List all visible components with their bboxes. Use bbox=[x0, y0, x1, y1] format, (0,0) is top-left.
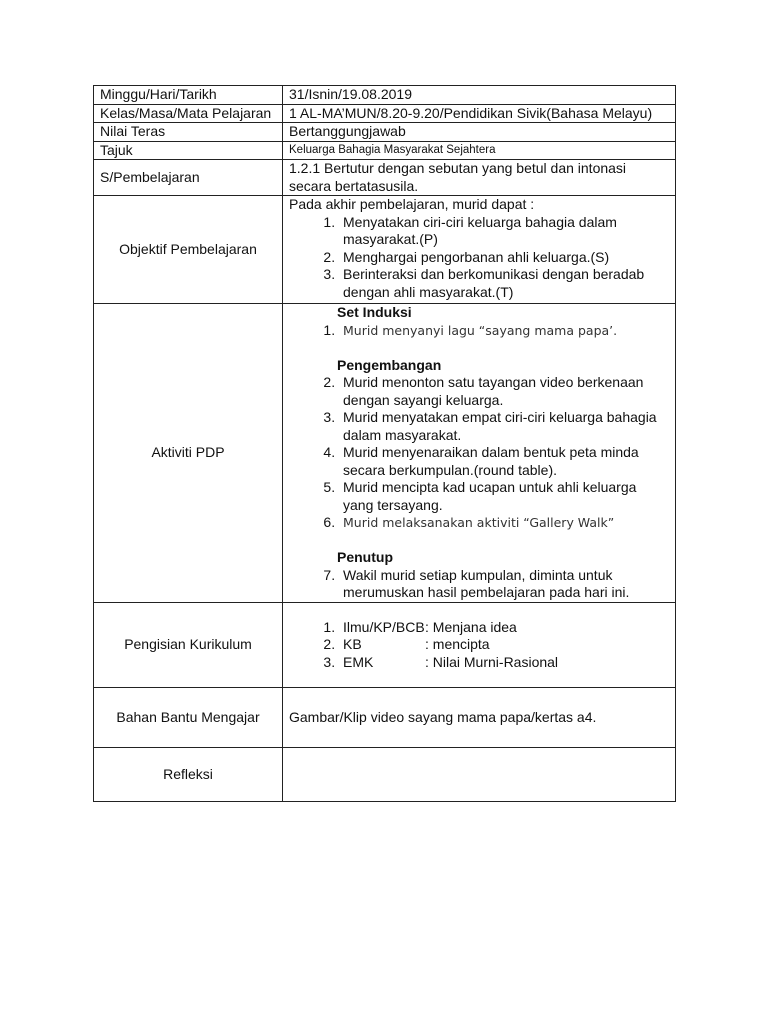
value-objektif bbox=[283, 196, 676, 304]
pengembangan-title: Pengembangan bbox=[337, 356, 442, 373]
value-bbm: Gambar/Klip video sayang mama papa/kertas a4. bbox=[283, 688, 676, 748]
row-refleksi bbox=[94, 748, 676, 802]
set-induksi-list bbox=[289, 322, 669, 340]
label-kurikulum: Pengisian Kurikulum bbox=[94, 603, 283, 688]
row-tajuk bbox=[94, 141, 676, 160]
list-item: 1. Ilmu/KP/BCB : Menjana idea bbox=[339, 619, 669, 637]
pengembangan-list bbox=[289, 374, 669, 532]
list-item: 1. Menyatakan ciri-ciri keluarga bahagia dalam masyarakat.(P) bbox=[339, 214, 669, 249]
list-item: 5. Murid mencipta kad ucapan untuk ahli keluarga yang tersayang. bbox=[339, 479, 669, 514]
objektif-intro: Pada akhir pembelajaran, murid dapat : bbox=[289, 196, 535, 212]
value-aktiviti bbox=[283, 304, 676, 603]
row-objektif bbox=[94, 196, 676, 304]
sp-line-2: secara bertatasusila. bbox=[289, 177, 419, 194]
row-kurikulum bbox=[94, 603, 676, 688]
label-refleksi: Refleksi bbox=[94, 748, 283, 802]
label-aktiviti: Aktiviti PDP bbox=[94, 304, 283, 603]
value-kurikulum bbox=[283, 603, 676, 688]
label-sp: S/Pembelajaran bbox=[94, 160, 283, 196]
value-nilai: Bertanggungjawab bbox=[283, 123, 676, 142]
row-nilai bbox=[94, 123, 676, 142]
list-item: 2. KB : mencipta bbox=[339, 636, 669, 654]
list-item: 6. Murid melaksanakan aktiviti “Gallery Walk” bbox=[339, 514, 669, 532]
value-minggu: 31/Isnin/19.08.2019 bbox=[283, 86, 676, 105]
label-nilai: Nilai Teras bbox=[94, 123, 283, 142]
label-tajuk: Tajuk bbox=[94, 141, 283, 160]
list-item: 2. Murid menonton satu tayangan video berkenaan dengan sayangi keluarga. bbox=[339, 374, 669, 409]
label-minggu: Minggu/Hari/Tarikh bbox=[94, 86, 283, 105]
list-item: 4. Murid menyenaraikan dalam bentuk peta minda secara berkumpulan.(round table). bbox=[339, 444, 669, 479]
kurikulum-list bbox=[289, 619, 669, 672]
penutup-title: Penutup bbox=[337, 549, 393, 565]
label-bbm: Bahan Bantu Mengajar bbox=[94, 688, 283, 748]
list-item: 3. Berinteraksi dan berkomunikasi dengan beradab dengan ahli masyarakat.(T) bbox=[339, 266, 669, 301]
set-induksi-title: Set Induksi bbox=[337, 304, 412, 320]
row-sp bbox=[94, 160, 676, 196]
row-kelas bbox=[94, 104, 676, 123]
value-sp bbox=[283, 160, 676, 196]
lesson-plan-table bbox=[93, 85, 676, 802]
penutup-list bbox=[289, 567, 669, 602]
sp-line-1: 1.2.1 Bertutur dengan sebutan yang betul dan intonasi bbox=[289, 160, 627, 176]
value-refleksi bbox=[283, 748, 676, 802]
row-aktiviti bbox=[94, 304, 676, 603]
list-item: 7. Wakil murid setiap kumpulan, diminta untuk merumuskan hasil pembelajaran pada hari ini. bbox=[339, 567, 669, 602]
row-minggu bbox=[94, 86, 676, 105]
list-item: 1. Murid menyanyi lagu “sayang mama papa’. bbox=[339, 322, 669, 340]
value-kelas: 1 AL-MA’MUN/8.20-9.20/Pendidikan Sivik(Bahasa Melayu) bbox=[283, 104, 676, 123]
list-item: 2. Menghargai pengorbanan ahli keluarga.(S) bbox=[339, 249, 669, 267]
label-kelas: Kelas/Masa/Mata Pelajaran bbox=[94, 104, 283, 123]
list-item: 3. Murid menyatakan empat ciri-ciri keluarga bahagia dalam masyarakat. bbox=[339, 409, 669, 444]
value-tajuk: Keluarga Bahagia Masyarakat Sejahtera bbox=[283, 141, 676, 160]
objektif-list bbox=[289, 214, 669, 302]
row-bbm bbox=[94, 688, 676, 748]
list-item: 3. EMK : Nilai Murni-Rasional bbox=[339, 654, 669, 672]
label-objektif: Objektif Pembelajaran bbox=[94, 196, 283, 304]
